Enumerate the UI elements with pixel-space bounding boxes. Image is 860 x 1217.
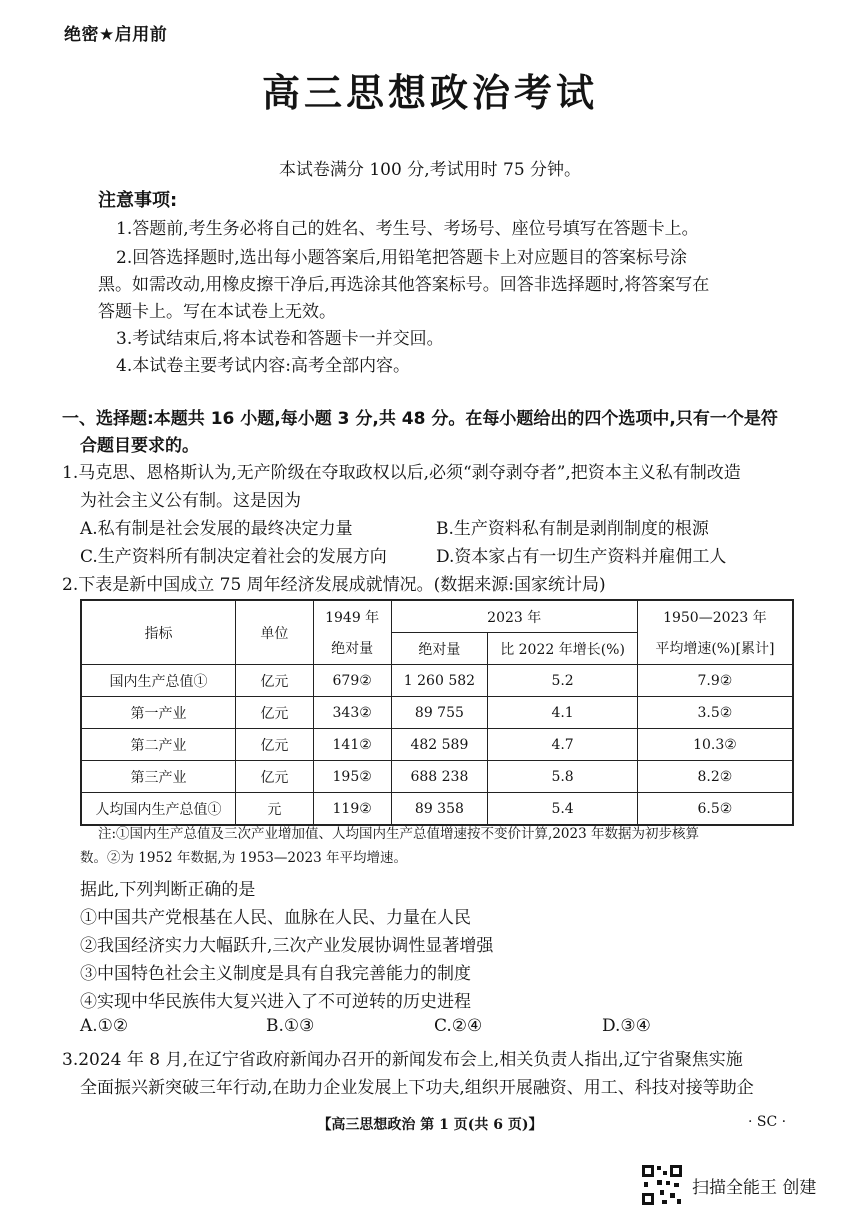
q2-statement: ②我国经济实力大幅跃升,三次产业发展协调性显著增强: [80, 936, 494, 956]
row-name: 国内生产总值①: [81, 665, 235, 697]
notice-item: 3.考试结束后,将本试卷和答题卡一并交回。: [116, 329, 444, 349]
row-name: 第一产业: [81, 697, 235, 729]
row-2023-abs: 482 589: [391, 729, 488, 761]
table-row: [81, 729, 793, 761]
q2-statement: ④实现中华民族伟大复兴进入了不可逆转的历史进程: [80, 992, 471, 1012]
qr-code-icon: [640, 1163, 684, 1207]
header-unit: 单位: [235, 600, 313, 665]
row-2023-abs: 1 260 582: [391, 665, 488, 697]
q2-lead: 据此,下列判断正确的是: [80, 880, 256, 900]
confidential-label: 绝密★启用前: [64, 25, 168, 45]
header-avg: 1950—2023 年: [637, 600, 793, 633]
notice-heading: 注意事项:: [98, 190, 178, 211]
row-1949: 195②: [313, 761, 391, 793]
row-name: 人均国内生产总值①: [81, 793, 235, 826]
q2-option-d: D.③④: [602, 1016, 651, 1036]
table-row: [81, 761, 793, 793]
section-heading-cont: 合题目要求的。: [80, 436, 199, 456]
row-unit: 亿元: [235, 761, 313, 793]
q1-stem: 1.马克思、恩格斯认为,无产阶级在夺取政权以后,必须“剥夺剥夺者”,把资本主义私有制改造: [62, 463, 741, 483]
q3-stem-cont: 全面振兴新突破三年行动,在助力企业发展上下功夫,组织开展融资、用工、科技对接等助企: [80, 1078, 754, 1098]
notice-item: 黑。如需改动,用橡皮擦干净后,再选涂其他答案标号。回答非选择题时,将答案写在: [98, 275, 710, 295]
q3-stem: 3.2024 年 8 月,在辽宁省政府新闻办召开的新闻发布会上,相关负责人指出,辽宁省聚焦实施: [62, 1050, 743, 1070]
q1-stem-cont: 为社会主义公有制。这是因为: [80, 491, 301, 511]
header-1949: 1949 年: [313, 600, 391, 633]
q2-stem: 2.下表是新中国成立 75 周年经济发展成就情况。(数据来源:国家统计局): [62, 575, 606, 595]
row-unit: 亿元: [235, 697, 313, 729]
row-avg: 6.5②: [637, 793, 793, 826]
economic-data-table: [80, 599, 794, 826]
row-avg: 10.3②: [637, 729, 793, 761]
row-2023-abs: 89 755: [391, 697, 488, 729]
row-2023-abs: 89 358: [391, 793, 488, 826]
notice-item: 答题卡上。写在本试卷上无效。: [98, 302, 336, 322]
q2-statement: ③中国特色社会主义制度是具有自我完善能力的制度: [80, 964, 471, 984]
row-growth: 5.2: [488, 665, 638, 697]
row-1949: 679②: [313, 665, 391, 697]
header-1949-abs: 绝对量: [313, 633, 391, 665]
header-indicator: 指标: [81, 600, 235, 665]
row-growth: 4.1: [488, 697, 638, 729]
header-2023-growth: 比 2022 年增长(%): [488, 633, 638, 665]
exam-title: 高三思想政治考试: [261, 71, 598, 115]
row-growth: 5.4: [488, 793, 638, 826]
exam-subtitle: 本试卷满分 100 分,考试用时 75 分钟。: [278, 160, 582, 180]
header-2023-abs: 绝对量: [391, 633, 488, 665]
section-heading: 一、选择题:本题共 16 小题,每小题 3 分,共 48 分。在每小题给出的四个选项中,只有一个是符: [62, 409, 778, 429]
q2-statement: ①中国共产党根基在人民、血脉在人民、力量在人民: [80, 908, 471, 928]
q1-option-b: B.生产资料私有制是剥削制度的根源: [436, 519, 709, 539]
header-2023: 2023 年: [391, 600, 637, 633]
table-row: [81, 665, 793, 697]
header-avg-rate: 平均增速(%)[累计]: [637, 633, 793, 665]
table-note: 注:①国内生产总值及三次产业增加值、人均国内生产总值增速按不变价计算,2023 年数据为初步核算: [98, 826, 699, 842]
row-2023-abs: 688 238: [391, 761, 488, 793]
notice-item: 2.回答选择题时,选出每小题答案后,用铅笔把答题卡上对应题目的答案标号涂: [116, 248, 688, 268]
row-avg: 3.5②: [637, 697, 793, 729]
row-1949: 343②: [313, 697, 391, 729]
row-avg: 7.9②: [637, 665, 793, 697]
page-footer: 【高三思想政治 第 1 页(共 6 页)】: [317, 1117, 543, 1133]
q2-option-a: A.①②: [80, 1016, 129, 1036]
row-unit: 亿元: [235, 729, 313, 761]
q1-option-c: C.生产资料所有制决定着社会的发展方向: [80, 547, 387, 567]
footer-code: · SC ·: [748, 1114, 787, 1130]
q1-option-a: A.私有制是社会发展的最终决定力量: [80, 519, 353, 539]
q2-option-b: B.①③: [266, 1016, 315, 1036]
row-unit: 元: [235, 793, 313, 826]
row-growth: 4.7: [488, 729, 638, 761]
row-1949: 141②: [313, 729, 391, 761]
row-name: 第三产业: [81, 761, 235, 793]
notice-item: 1.答题前,考生务必将自己的姓名、考生号、考场号、座位号填写在答题卡上。: [116, 219, 699, 239]
q2-option-c: C.②④: [434, 1016, 483, 1036]
q1-option-d: D.资本家占有一切生产资料并雇佣工人: [436, 547, 727, 567]
table-row: [81, 697, 793, 729]
row-unit: 亿元: [235, 665, 313, 697]
table-note-cont: 数。②为 1952 年数据,为 1953—2023 年平均增速。: [80, 850, 408, 866]
row-growth: 5.8: [488, 761, 638, 793]
row-name: 第二产业: [81, 729, 235, 761]
scanner-watermark: 扫描全能王 创建: [692, 1178, 817, 1198]
row-avg: 8.2②: [637, 761, 793, 793]
row-1949: 119②: [313, 793, 391, 826]
notice-item: 4.本试卷主要考试内容:高考全部内容。: [116, 356, 410, 376]
table-row: [81, 793, 793, 826]
